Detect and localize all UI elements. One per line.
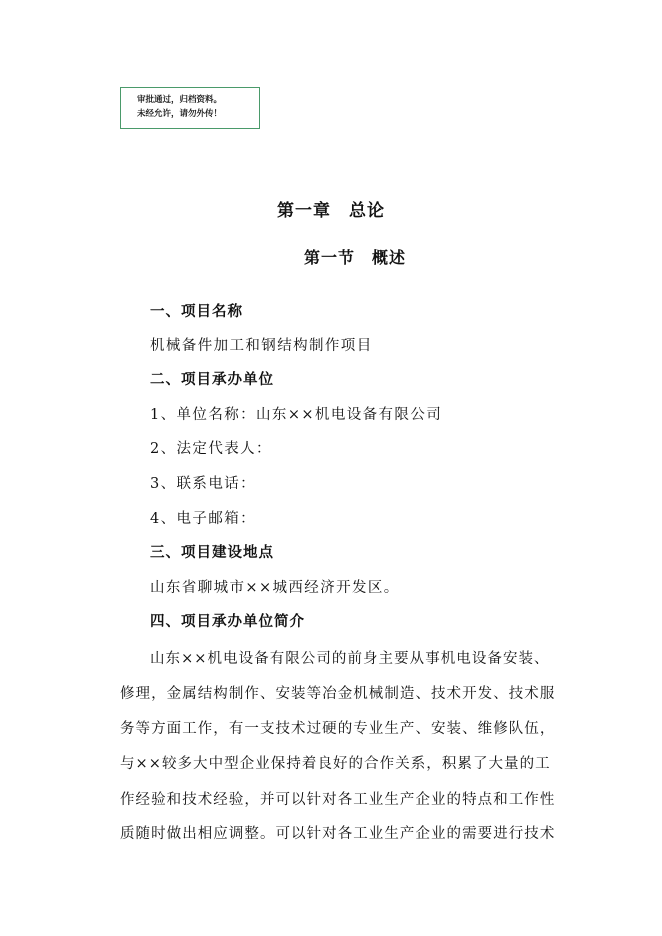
- section-title: 第一节 概述: [303, 248, 406, 267]
- stamp-line-2: 未经允许，请勿外传！: [137, 109, 223, 119]
- intro-line: 修理，金属结构制作、安装等冶金机械制造、技术开发、技术服: [120, 686, 556, 702]
- heading-project-name: 一、项目名称: [150, 304, 243, 320]
- intro-line: 与××较多大中型企业保持着良好的合作关系，积累了大量的工: [120, 756, 551, 772]
- intro-line: 作经验和技术经验，并可以针对各工业生产企业的特点和工作性: [120, 792, 556, 808]
- unit-name-line: 1、单位名称：山东××机电设备有限公司: [150, 407, 443, 423]
- heading-sponsor-unit: 二、项目承办单位: [150, 372, 274, 388]
- project-name-text: 机械备件加工和钢结构制作项目: [150, 338, 373, 354]
- location-text: 山东省聊城市××城西经济开发区。: [150, 580, 400, 596]
- heading-unit-intro: 四、项目承办单位简介: [150, 614, 305, 630]
- chapter-title: 第一章 总论: [277, 201, 385, 221]
- intro-line: 务等方面工作，有一支技术过硬的专业生产、安装、维修队伍，: [120, 721, 556, 737]
- phone-line: 3、联系电话：: [150, 476, 257, 492]
- legal-representative-line: 2、法定代表人：: [150, 441, 272, 457]
- email-line: 4、电子邮箱：: [150, 511, 257, 527]
- heading-location: 三、项目建设地点: [150, 545, 274, 561]
- stamp-line-1: 审批通过，归档资料。: [137, 95, 223, 105]
- intro-line: 山东××机电设备有限公司的前身主要从事机电设备安装、: [150, 651, 550, 667]
- approval-stamp: [120, 87, 260, 129]
- intro-line: 质随时做出相应调整。可以针对各工业生产企业的需要进行技术: [120, 826, 556, 842]
